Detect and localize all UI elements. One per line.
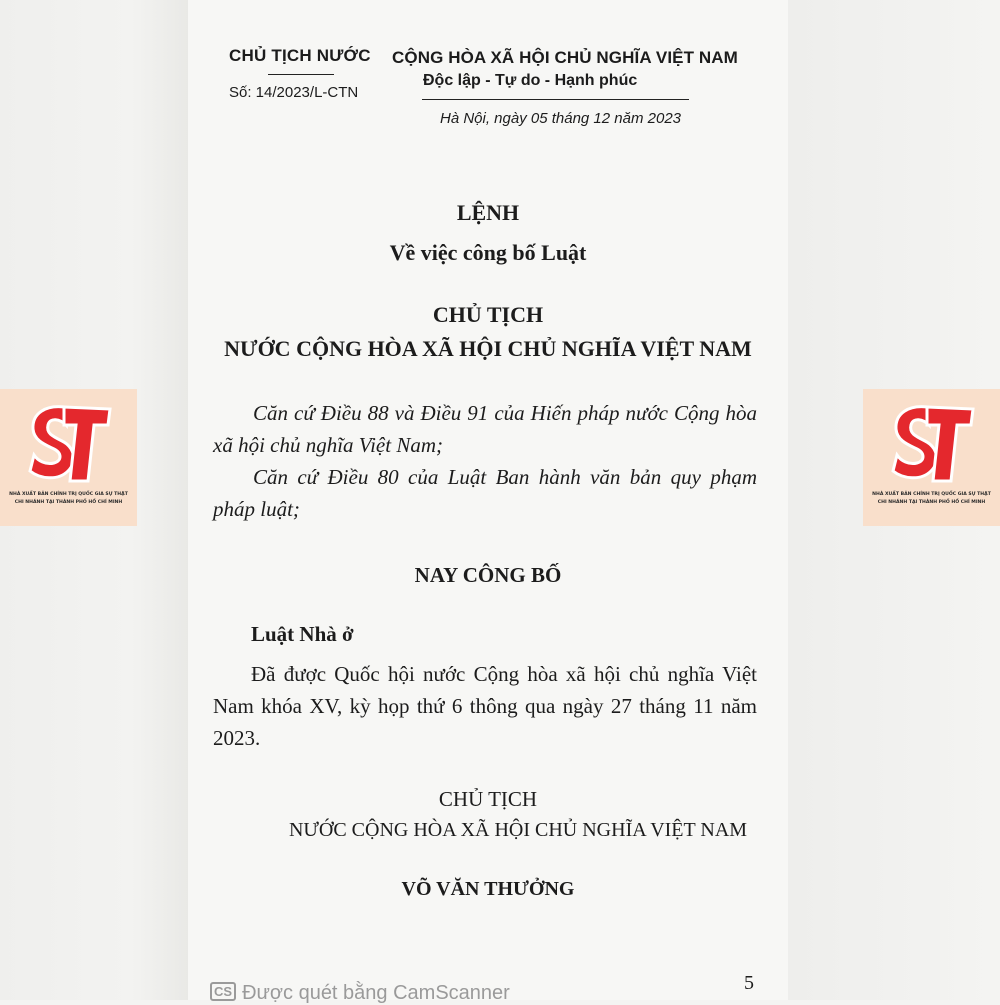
place-and-date: Hà Nội, ngày 05 tháng 12 năm 2023 — [440, 110, 682, 127]
document-subject: Về việc công bố Luật — [389, 240, 587, 265]
passage-statement: Đã được Quốc hội nước Cộng hòa xã hội chủ nghĩa Việt Nam khóa XV, kỳ họp thứ 6 thông qua ngày 27 tháng 11 năm 2023. — [213, 662, 757, 750]
authority-underline — [268, 74, 334, 75]
document-type: LỆNH — [456, 200, 520, 225]
signer-title: CHỦ TỊCH — [438, 787, 538, 811]
publisher-branch: CHI NHÁNH TẠI THÀNH PHỐ HỒ CHÍ MINH — [877, 500, 986, 505]
publisher-logo-right — [863, 389, 1000, 526]
camscanner-icon: CS — [210, 982, 236, 1001]
law-name: Luật Nhà ở — [251, 622, 354, 646]
signer-country: NƯỚC CỘNG HÒA XÃ HỘI CHỦ NGHĨA VIỆT NAM — [288, 819, 748, 841]
document-number: Số: 14/2023/L-CTN — [229, 84, 359, 101]
page-number: 5 — [744, 972, 754, 994]
publisher-logo-left — [0, 389, 137, 526]
scanner-watermark — [210, 982, 510, 1005]
national-motto: Độc lập - Tự do - Hạnh phúc — [423, 72, 638, 89]
legal-basis-1: Căn cứ Điều 88 và Điều 91 của Hiến pháp nước Cộng hòa xã hội chủ nghĩa Việt Nam; — [213, 401, 757, 457]
announcement-heading: NAY CÔNG BỐ — [414, 563, 562, 587]
publisher-name: NHÀ XUẤT BẢN CHÍNH TRỊ QUỐC GIA SỰ THẬT — [872, 492, 991, 497]
country-name: CỘNG HÒA XÃ HỘI CHỦ NGHĨA VIỆT NAM — [392, 48, 738, 67]
motto-underline — [422, 99, 689, 100]
signer-name: VÕ VĂN THƯỞNG — [401, 878, 575, 900]
issuer-country: NƯỚC CỘNG HÒA XÃ HỘI CHỦ NGHĨA VIỆT NAM — [224, 336, 752, 361]
issuer-title: CHỦ TỊCH — [432, 302, 544, 327]
publisher-name: NHÀ XUẤT BẢN CHÍNH TRỊ QUỐC GIA SỰ THẬT — [9, 492, 128, 497]
st-logo-mark-icon — [887, 399, 977, 489]
scanner-watermark-text: Được quét bằng CamScanner — [242, 982, 510, 1004]
issuing-authority: CHỦ TỊCH NƯỚC — [229, 46, 371, 65]
legal-basis-2: Căn cứ Điều 80 của Luật Ban hành văn bản quy phạm pháp luật; — [213, 465, 757, 521]
st-logo-mark-icon — [24, 399, 114, 489]
publisher-branch: CHI NHÁNH TẠI THÀNH PHỐ HỒ CHÍ MINH — [14, 500, 123, 505]
